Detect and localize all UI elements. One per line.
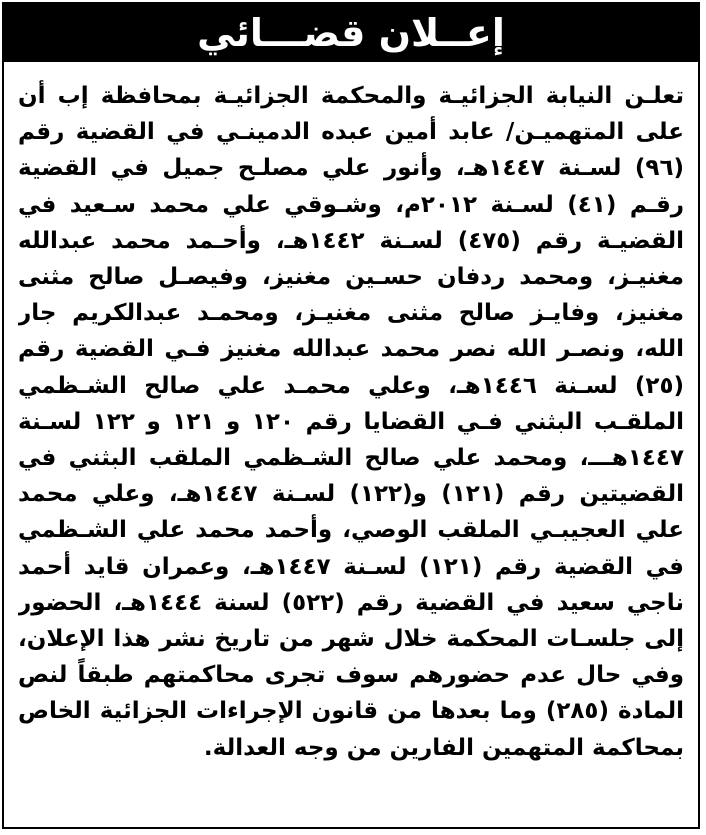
notice-title: إعــلان قضـــائي <box>197 11 505 55</box>
notice-line: إلى جلسـات المحكمة خلال شهر من تاريخ نشر هذا الإعلان، <box>18 626 684 653</box>
notice-line: علي العجيبـي الملقب الوصي، وأحمد محمد علي الشـظمي <box>18 517 684 544</box>
notice-line: ناجي سعيد في القضية رقم (٥٢٢) لسنة ١٤٤٤هـ، الحضور <box>18 589 684 616</box>
notice-line: مغنيز، وفايـز صالح مثنى مغنيـز، ومحمـد عبدالكريم جار <box>18 300 684 327</box>
notice-line: على المتهميـن/ عابد أمين عبده الدمينـي في القضية رقم <box>18 119 684 146</box>
notice-line: (٩٦) لسـنة ١٤٤٧هـ، وأنور علي مصلـح جميل في القضية <box>18 155 684 182</box>
notice-body <box>18 78 684 766</box>
notice-line: القضيتين رقم (١٢١) و(١٢٢) لسـنة ١٤٤٧هـ، وعلي محمد <box>18 481 684 508</box>
notice-line: الله، ونصـر الله نصر محمد عبدالله مغنيز فـي القضية رقم <box>18 336 684 363</box>
notice-line: مغنيـز، ومحمد ردفان حسـين مغنيز، وفيصـل صالح مثنى <box>18 264 684 291</box>
notice-line: رقـم (٤١) لسـنة ٢٠١٢م، وشـوقي علي محمد سـعيد في <box>18 191 684 218</box>
notice-line: وفي حال عدم حضورهم سوف تجرى محاكمتهم طبقاً لنص <box>18 662 684 689</box>
notice-line: في القضية رقم (١٢١) لسـنة ١٤٤٧هـ، وعمران قايد أحمد <box>18 553 684 580</box>
legal-notice <box>2 2 700 829</box>
notice-line: بمحاكمة المتهمين الفارين من وجه العدالة. <box>203 734 684 761</box>
notice-line: (٢٥) لسـنة ١٤٤٦هـ، وعلي محمـد علي صالح الشـظمي <box>18 372 684 399</box>
notice-line: الملقـب البثني فـي القضايا رقم ١٢٠ و ١٢١ و ١٢٢ لسـنة <box>18 408 684 435</box>
notice-line: تعلـن النيابة الجزائيـة والمحكمة الجزائيـة بمحافظة إب أن <box>18 83 684 109</box>
notice-line: المادة (٢٨٥) وما بعدها من قانون الإجراءات الجزائية الخاص <box>18 698 684 725</box>
notice-line: ١٤٤٧هـــ، ومحمد علي صالح الشـظمي الملقب البثني في <box>18 445 684 472</box>
notice-line: القضيـة رقم (٤٧٥) لسـنة ١٤٤٢هـ، وأحـمد محمد عبدالله <box>18 227 684 254</box>
notice-header <box>4 4 698 62</box>
